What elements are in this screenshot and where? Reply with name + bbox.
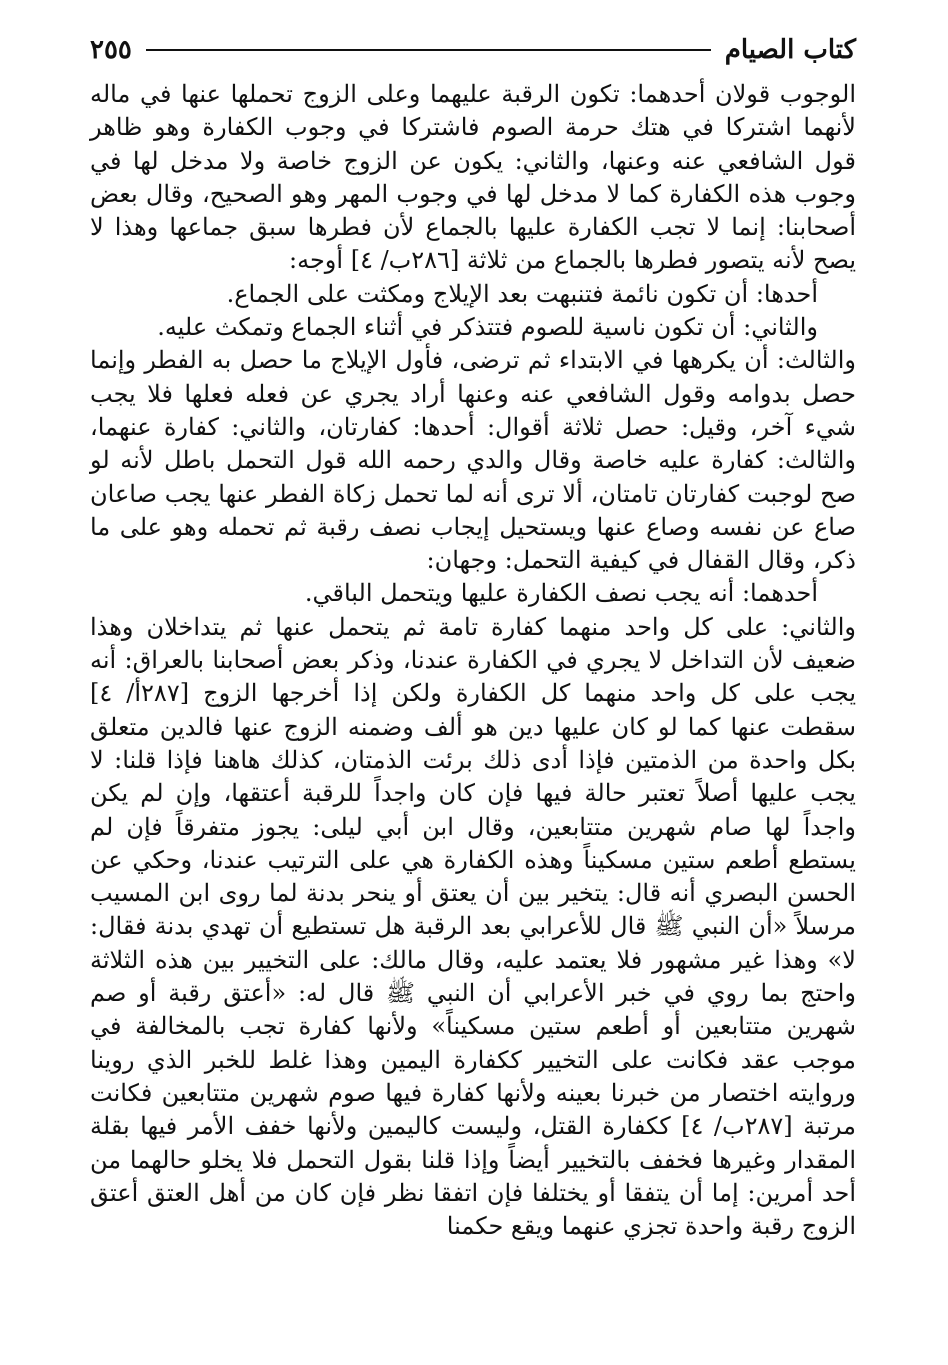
paragraph: أحدهما: أنه يجب نصف الكفارة عليها ويتحمل الباقي. [304,579,818,608]
page-number: ٢٥٥ [90,35,132,65]
page-header [90,30,856,70]
paragraph: أحدها: أن تكون نائمة فتنبهت بعد الإيلاج ومكثت على الجماع. [226,279,818,308]
page-body [90,78,856,1243]
paragraph: الوجوب قولان أحدهما: تكون الرقبة عليهما وعلى الزوج تحملها عنها في ماله لأنهما اشتركا في هتك حرمة الصوم فاشتركا في وجوب الكفارة وهو ظاهر قول الشافعي عنه وعنها، والثاني: يكون عن الزوج خاصة ولا مدخل لها في وجوب هذه الكفارة كما لا مدخل لها في وجوب المهر وهو الصحيح، وقال بعض أصحابنا: إنما لا تجب الكفارة عليها بالجماع لأن فطرها سبق جماعها وهذا لا يصح لأنه يتصور فطرها بالجماع من ثلاثة [٢٨٦ب/ ٤] أوجه: [90,80,856,275]
paragraph: والثاني: على كل واحد منهما كفارة تامة ثم يتحمل عنها ثم يتداخلان وهذا ضعيف لأن التداخل لا يجري في الكفارة عندنا، وذكر بعض أصحابنا بالعراق: أنه يجب على كل واحد منهما كل الكفارة ولكن إذا أخرجها الزوج [٢٨٧أ/ ٤] سقطت عنها كما لو كان عليها دين هو ألف وضمنه الزوج عنها فالدين متعلق بكل واحدة من الذمتين فإذا أدى ذلك برئت الذمتان، كذلك هاهنا فإذا قلنا: لا يجب عليها أصلاً تعتبر حالة فيها فإن كان واجداً للرقبة أعتقها، وإن لم يكن واجداً لها صام شهرين متتابعين، وقال ابن أبي ليلى: يجوز متفرقاً فإن لم يستطع أطعم ستين مسكيناً وهذه الكفارة هي على الترتيب عندنا، وحكي عن الحسن البصري أنه قال: يتخير بين أن يعتق أو ينحر بدنة لما روى ابن المسيب مرسلاً «أن النبي ﷺ قال للأعرابي بعد الرقبة هل تستطيع أن تهدي بدنة فقال: لا» وهذا غير مشهور فلا يعتمد عليه، وقال مالك: على التخيير بين هذه الثلاثة واحتج بما روي في خبر الأعرابي أن النبي ﷺ قال له: «أعتق رقبة أو صم شهرين متتابعين أو أطعم ستين مسكيناً» ولأنها كفارة تجب بالمخالفة في موجب عقد فكانت على التخيير ككفارة اليمين وهذا غلط للخبر الذي روينا وروايته اختصار من خبرنا بعينه ولأنها كفارة فيها صوم شهرين متتابعين فكانت مرتبة [٢٨٧ب/ ٤] ككفارة القتل، وليست كاليمين ولأنها خفف الأمر فيها بقلة المقدار وغيرها فخفف بالتخيير أيضاً وإذا قلنا بقول التحمل فلا يخلو حالهما من أحد أمرين: إما أن يتفقا أو يختلفا فإن اتفقا نظر فإن كان من أهل العتق أعتق الزوج رقبة واحدة تجزي عنهما ويقع حكمنا [90,612,857,1241]
paragraph: والثاني: أن تكون ناسية للصوم فتتذكر في أثناء الجماع وتمكث عليه. [157,313,818,342]
header-rule [146,49,711,51]
book-title: كتاب الصيام [724,35,856,65]
paragraph: والثالث: أن يكرهها في الابتداء ثم ترضى، فأول الإيلاج ما حصل به الفطر وإنما حصل بدوامه وقول الشافعي عنه وعنها أراد يجري عن فعله فعلها فلا يجب شيء آخر، وقيل: حصل ثلاثة أقوال: أحدها: كفارتان، والثاني: كفارة عنهما، والثالث: كفارة عليه خاصة وقال والدي رحمه الله قول التحمل باطل لأنه لو صح لوجبت كفارتان تامتان، ألا ترى أنه لما تحمل زكاة الفطر عنها يجب صاعان صاع عن نفسه وصاع عنها ويستحيل إيجاب نصف رقبة ثم تحمله وهو على ما ذكر، وقال القفال في كيفية التحمل: وجهان: [90,346,857,575]
